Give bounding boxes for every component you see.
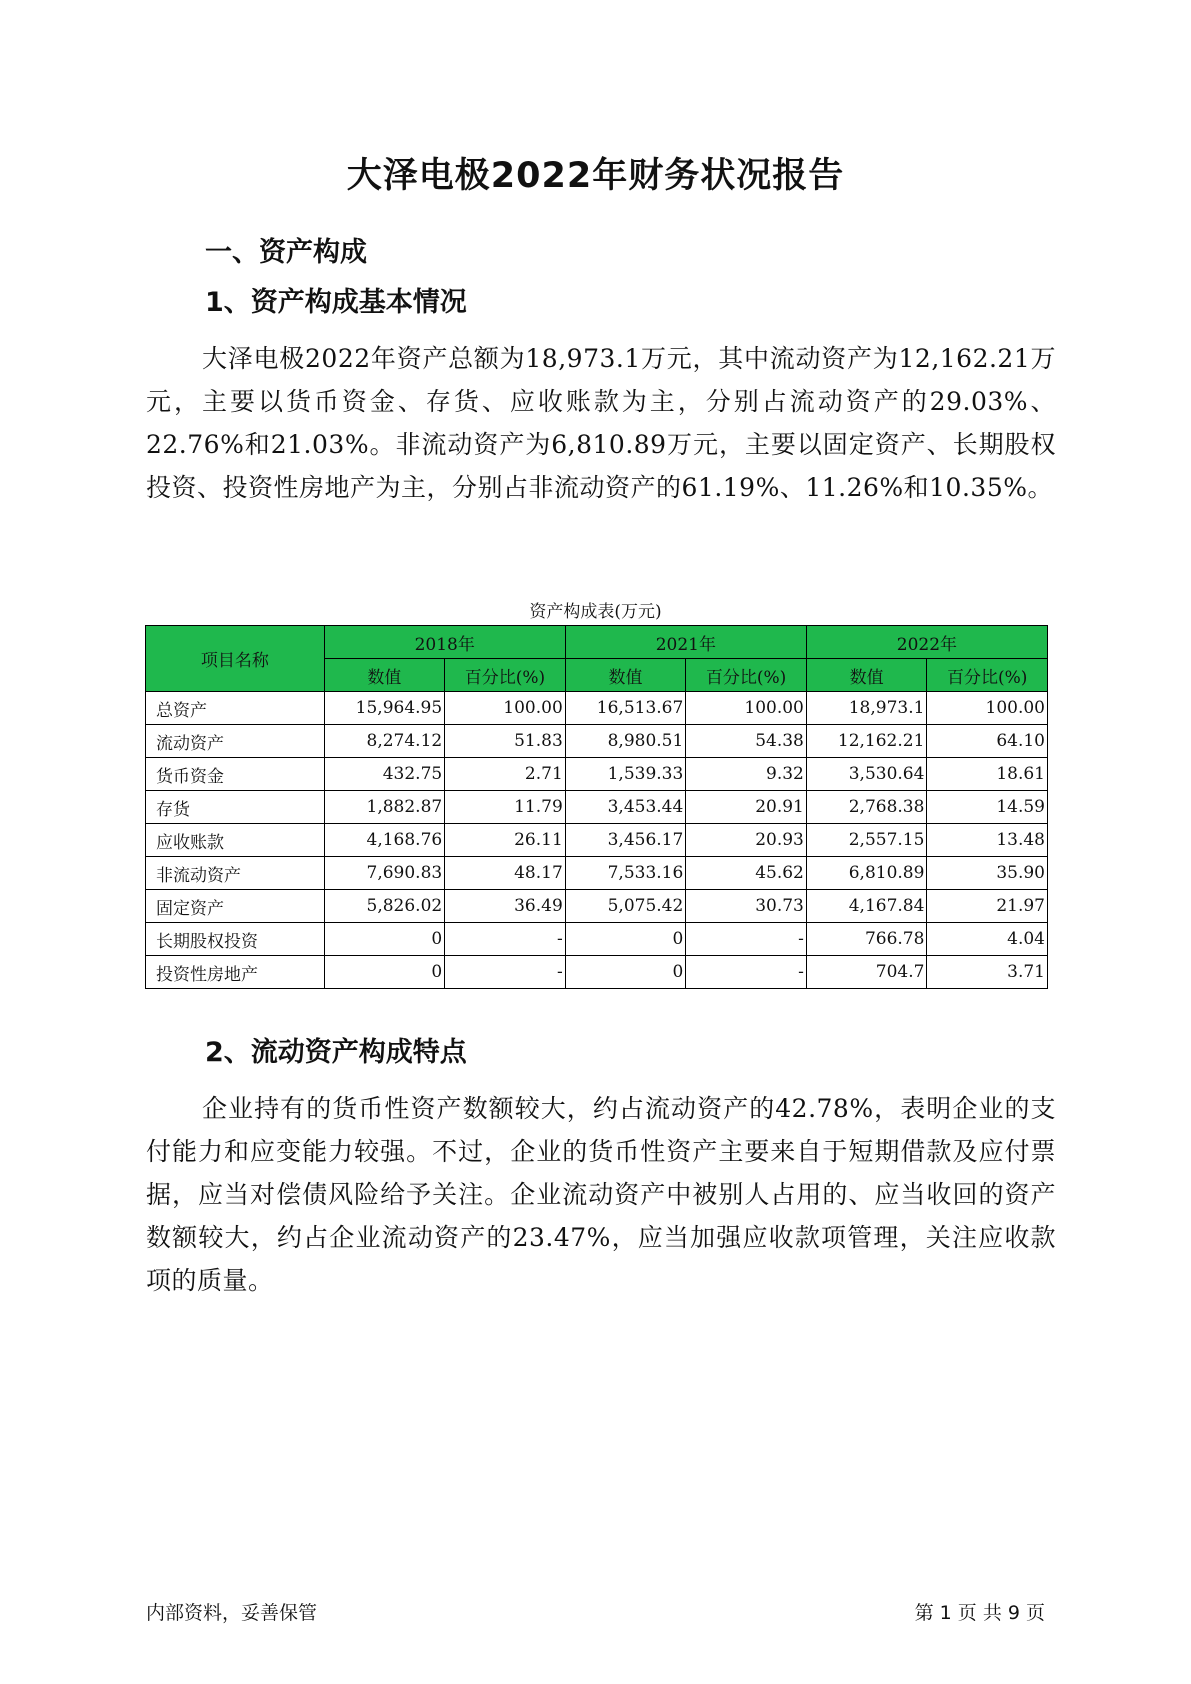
table-row	[146, 857, 1048, 890]
percent-cell: 4.04	[927, 923, 1048, 956]
header-year-2018: 2018年	[324, 626, 565, 659]
percent-cell: 14.59	[927, 791, 1048, 824]
value-cell: 5,075.42	[565, 890, 686, 923]
percent-cell: -	[686, 956, 807, 989]
table-row	[146, 923, 1048, 956]
value-cell: 432.75	[324, 758, 445, 791]
table-row	[146, 956, 1048, 989]
percent-cell: 18.61	[927, 758, 1048, 791]
table-caption: 资产构成表(万元)	[529, 602, 662, 622]
footer-page-number: 第 1 页 共 9 页	[914, 1602, 1045, 1624]
row-item-name: 应收账款	[146, 824, 325, 857]
value-cell: 12,162.21	[806, 725, 927, 758]
header-percent: 百分比(%)	[445, 659, 566, 692]
table-row	[146, 758, 1048, 791]
value-cell: 18,973.1	[806, 692, 927, 725]
value-cell: 3,530.64	[806, 758, 927, 791]
header-value: 数值	[565, 659, 686, 692]
percent-cell: 48.17	[445, 857, 566, 890]
value-cell: 0	[324, 956, 445, 989]
percent-cell: -	[686, 923, 807, 956]
table-row	[146, 791, 1048, 824]
percent-cell: 26.11	[445, 824, 566, 857]
value-cell: 4,167.84	[806, 890, 927, 923]
table-row	[146, 890, 1048, 923]
footer-confidential-note: 内部资料，妥善保管	[146, 1602, 318, 1624]
row-item-name: 存货	[146, 791, 325, 824]
table-body	[146, 692, 1048, 989]
value-cell: 704.7	[806, 956, 927, 989]
table-row	[146, 824, 1048, 857]
header-item-name: 项目名称	[146, 626, 325, 692]
percent-cell: 20.93	[686, 824, 807, 857]
percent-cell: -	[445, 923, 566, 956]
percent-cell: 100.00	[927, 692, 1048, 725]
value-cell: 0	[565, 923, 686, 956]
header-value: 数值	[806, 659, 927, 692]
percent-cell: 9.32	[686, 758, 807, 791]
percent-cell: 45.62	[686, 857, 807, 890]
value-cell: 3,453.44	[565, 791, 686, 824]
value-cell: 6,810.89	[806, 857, 927, 890]
header-year-2021: 2021年	[565, 626, 806, 659]
value-cell: 2,557.15	[806, 824, 927, 857]
percent-cell: 64.10	[927, 725, 1048, 758]
value-cell: 15,964.95	[324, 692, 445, 725]
table-row	[146, 692, 1048, 725]
percent-cell: 100.00	[686, 692, 807, 725]
percent-cell: 3.71	[927, 956, 1048, 989]
value-cell: 4,168.76	[324, 824, 445, 857]
row-item-name: 长期股权投资	[146, 923, 325, 956]
row-item-name: 货币资金	[146, 758, 325, 791]
percent-cell: 36.49	[445, 890, 566, 923]
row-item-name: 流动资产	[146, 725, 325, 758]
value-cell: 7,533.16	[565, 857, 686, 890]
percent-cell: 51.83	[445, 725, 566, 758]
header-value: 数值	[324, 659, 445, 692]
value-cell: 3,456.17	[565, 824, 686, 857]
row-item-name: 投资性房地产	[146, 956, 325, 989]
table-header-row-years	[146, 626, 1048, 659]
percent-cell: 21.97	[927, 890, 1048, 923]
header-percent: 百分比(%)	[686, 659, 807, 692]
value-cell: 5,826.02	[324, 890, 445, 923]
page-title: 大泽电极2022年财务状况报告	[346, 156, 845, 196]
percent-cell: 35.90	[927, 857, 1048, 890]
percent-cell: 100.00	[445, 692, 566, 725]
value-cell: 766.78	[806, 923, 927, 956]
percent-cell: -	[445, 956, 566, 989]
paragraph-current-assets: 企业持有的货币性资产数额较大，约占流动资产的42.78%，表明企业的支付能力和应变能力较强。不过，企业的货币性资产主要来自于短期借款及应付票据，应当对偿债风险给予关注。企业流动资产中被别人占用的、应当收回的资产数额较大，约占企业流动资产的23.47%，应当加强应收款项管理，关注应收款项的质量。	[146, 1094, 1056, 1295]
asset-composition-table	[145, 625, 1048, 989]
value-cell: 7,690.83	[324, 857, 445, 890]
header-percent: 百分比(%)	[927, 659, 1048, 692]
table-row	[146, 725, 1048, 758]
subsection-heading-basic-situation: 1、资产构成基本情况	[205, 287, 467, 318]
value-cell: 2,768.38	[806, 791, 927, 824]
percent-cell: 20.91	[686, 791, 807, 824]
value-cell: 16,513.67	[565, 692, 686, 725]
value-cell: 0	[324, 923, 445, 956]
value-cell: 8,980.51	[565, 725, 686, 758]
row-item-name: 非流动资产	[146, 857, 325, 890]
percent-cell: 11.79	[445, 791, 566, 824]
value-cell: 1,539.33	[565, 758, 686, 791]
row-item-name: 总资产	[146, 692, 325, 725]
percent-cell: 13.48	[927, 824, 1048, 857]
value-cell: 0	[565, 956, 686, 989]
section-heading-asset-composition: 一、资产构成	[205, 237, 367, 268]
value-cell: 8,274.12	[324, 725, 445, 758]
header-year-2022: 2022年	[806, 626, 1047, 659]
paragraph-basic-situation: 大泽电极2022年资产总额为18,973.1万元，其中流动资产为12,162.21万元，主要以货币资金、存货、应收账款为主，分别占流动资产的29.03%、22.76%和21.03%。非流动资产为6,810.89万元，主要以固定资产、长期股权投资、投资性房地产为主，分别占非流动资产的61.19%、11.26%和10.35%。	[146, 344, 1056, 502]
value-cell: 1,882.87	[324, 791, 445, 824]
subsection-heading-current-assets: 2、流动资产构成特点	[205, 1037, 467, 1068]
row-item-name: 固定资产	[146, 890, 325, 923]
percent-cell: 30.73	[686, 890, 807, 923]
percent-cell: 2.71	[445, 758, 566, 791]
percent-cell: 54.38	[686, 725, 807, 758]
